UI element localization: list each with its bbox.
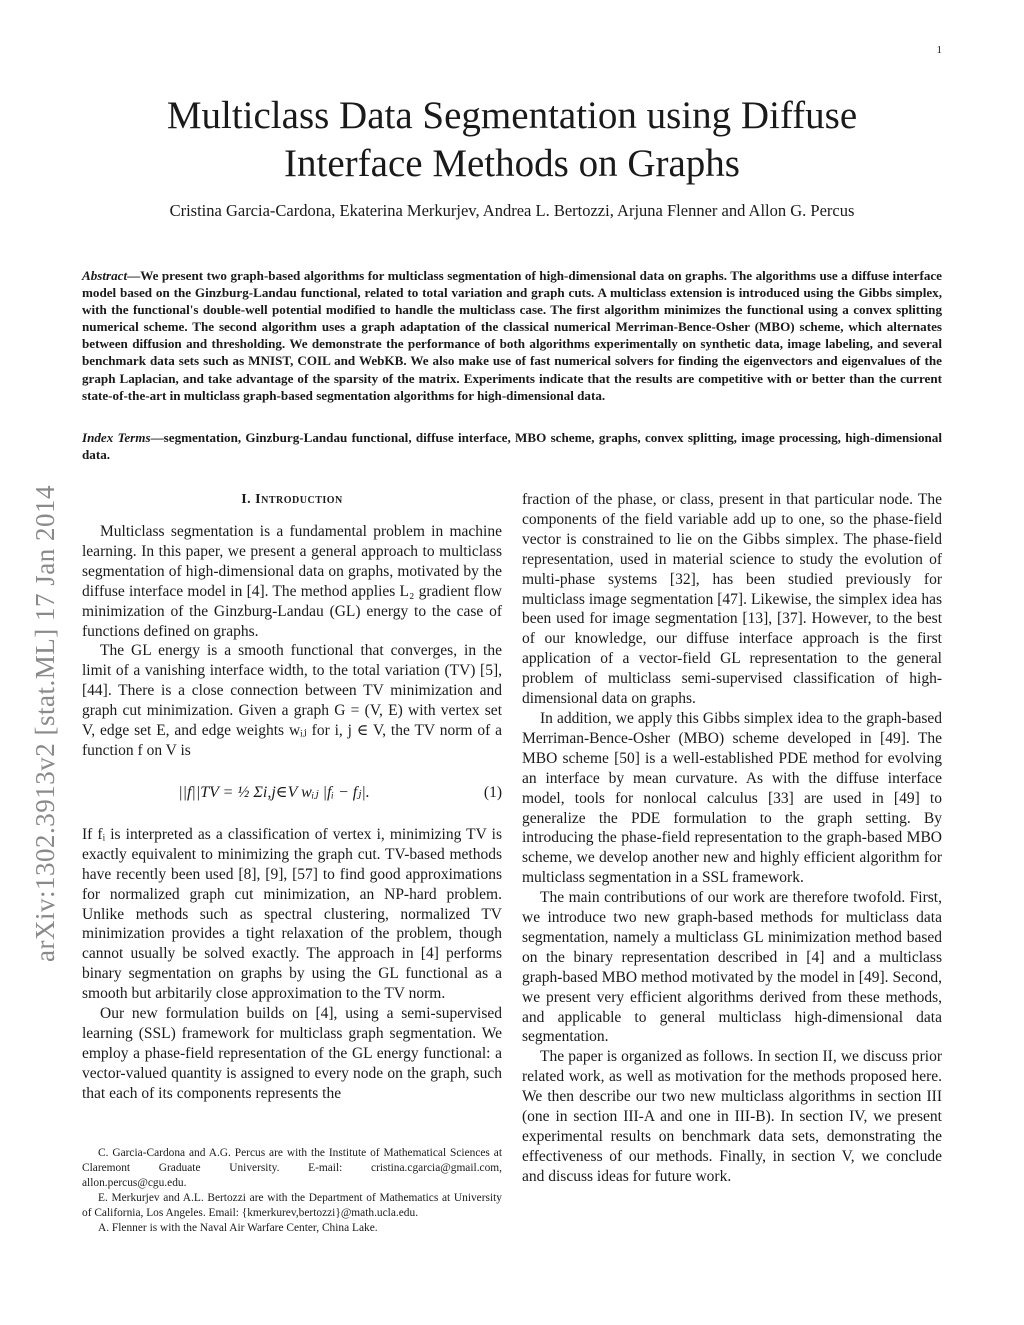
index-terms-text: —segmentation, Ginzburg-Landau functional, diffuse interface, MBO scheme, graphs, convex splitting, image processing, high-dimensional data. — [82, 430, 942, 463]
author-list: Cristina Garcia-Cardona, Ekaterina Merkurjev, Andrea L. Bertozzi, Arjuna Flenner and Allon G. Percus — [169, 201, 855, 220]
equation-body: ||f||TV = ½ Σi,j∈V wᵢⱼ |fᵢ − fⱼ|. — [178, 783, 370, 801]
paragraph: In addition, we apply this Gibbs simplex idea to the graph-based Merriman-Bence-Osher (MBO) scheme developed in [49]. The MBO scheme [50] is a well-established PDE method for evolving an interface by mean curvature. As with the diffuse interface model, tools for nonlocal calculus [33] are used in [49] to generalize the PDE formulation to the graph setting. By introducing the phase-field representation to the graph-based MBO scheme, we develop another new and highly efficient algorithm for multiclass segmentation in a SSL framework. — [522, 709, 942, 887]
page-number: 1 — [936, 44, 942, 56]
footnote: C. Garcia-Cardona and A.G. Percus are with the Institute of Mathematical Sciences at Claremont Graduate University. E-mail: cristina.cgarcia@gmail.com, allon.percus@cgu.edu. — [82, 1147, 502, 1189]
title-line-2: Interface Methods on Graphs — [284, 142, 740, 185]
paragraph: The GL energy is a smooth functional that converges, in the limit of a vanishing interface width, to the total variation (TV) [5], [44]. There is a close connection between TV minimization and graph cut minimization. Given a graph G = (V, E) with vertex set V, edge set E, and edge weights wᵢⱼ for i, j ∈ V, the TV norm of a function f on V is — [82, 642, 502, 759]
abstract-text: —We present two graph-based algorithms for multiclass segmentation of high-dimensional data on graphs. The algorithms use a diffuse interface model based on the Ginzburg-Landau functional, related to total variation and graph cuts. A multiclass extension is introduced using the Gibbs simplex, with the functional's double-well potential modified to handle the multiclass case. The first algorithm minimizes the functional using a convex splitting numerical scheme. The second algorithm uses a graph adaptation of the classical numerical Merriman-Bence-Osher (MBO) scheme, which alternates between diffusion and thresholding. We demonstrate the performance of both algorithms experimentally on synthetic data, image labeling, and several benchmark data sets such as MNIST, COIL and WebKB. We also make use of fast numerical solvers for finding the eigenvectors and eigenvalues of the graph Laplacian, and take advantage of the sparsity of the matrix. Experiments indicate that the results are competitive with or better than the current state-of-the-art in multiclass graph-based segmentation algorithms for high-dimensional data. — [82, 268, 942, 403]
section-heading-introduction: I. Introduction — [241, 492, 343, 507]
index-terms — [82, 429, 942, 463]
footnote: E. Merkurjev and A.L. Bertozzi are with the Department of Mathematics at University of California, Los Angeles. Email: {kmerkurev,bertozzi}@math.ucla.edu. — [82, 1192, 502, 1219]
paragraph: If fᵢ is interpreted as a classification of vertex i, minimizing TV is exactly equivalent to minimizing the graph cut. TV-based methods have recently been used [8], [9], [57] to find good approximations for normalized graph cut minimization, an NP-hard problem. Unlike methods such as spectral clustering, normalized TV minimization provides a tight relaxation of the problem, though cannot usually be solved exactly. The approach in [4] performs binary segmentation on graphs by using the GL functional as a smooth but arbitarily close approximation to the TV norm. — [82, 825, 502, 1003]
index-terms-label: Index Terms — [82, 430, 151, 445]
title-line-1: Multiclass Data Segmentation using Diffuse — [166, 94, 858, 137]
paragraph: The paper is organized as follows. In section II, we discuss prior related work, as well as motivation for the methods proposed here. We then describe our two new multiclass algorithms in section III (one in section III-A and one in III-B). In section IV, we present experimental results on benchmark data sets, demonstrating the effectiveness of our methods. Finally, in section V, we conclude and discuss ideas for future work. — [522, 1048, 942, 1185]
equation-number: (1) — [483, 783, 502, 801]
footnotes — [82, 1146, 502, 1236]
abstract-label: Abstract — [82, 268, 128, 283]
paragraph: Multiclass segmentation is a fundamental problem in machine learning. In this paper, we present a general approach to multiclass segmentation of high-dimensional data on graphs, motivated by the diffuse interface model in [4]. The method applies L₂ gradient flow minimization of the Ginzburg-Landau (GL) energy to the case of functions defined on graphs. — [82, 523, 502, 640]
right-column — [522, 490, 942, 1187]
paragraph: Our new formulation builds on [4], using a semi-supervised learning (SSL) framework for multiclass graph segmentation. We employ a phase-field representation of the GL energy functional: a vector-valued quantity is assigned to every node on the graph, such that each of its components represents the — [82, 1005, 502, 1102]
left-column — [82, 490, 502, 1104]
abstract — [82, 267, 942, 404]
paragraph: The main contributions of our work are therefore twofold. First, we introduce two new graph-based methods for multiclass data segmentation, namely a multiclass GL minimization method based on the binary representation described in [4] and a multiclass graph-based MBO method motivated by the model in [49]. Second, we present very efficient algorithms derived from these methods, and applicable to general multiclass high-dimensional data segmentation. — [522, 889, 942, 1046]
arxiv-stamp: arXiv:1302.3913v2 [stat.ML] 17 Jan 2014 — [30, 485, 60, 962]
footnote: A. Flenner is with the Naval Air Warfare Center, China Lake. — [98, 1222, 378, 1234]
paragraph: fraction of the phase, or class, present in that particular node. The components of the field variable add up to one, so the phase-field vector is constrained to lie on the Gibbs simplex. The phase-field representation, used in material science to study the evolution of multi-phase systems [32], has been studied previously for multiclass image segmentation [47]. Likewise, the simplex idea has been used for image segmentation [13], [37]. However, to the best of our knowledge, our diffuse interface approach is the first application of a vector-field GL representation to the general problem of multiclass semi-supervised classification of high-dimensional data on graphs. — [522, 491, 942, 708]
paper-title — [100, 92, 924, 188]
equation-1 — [82, 765, 502, 821]
